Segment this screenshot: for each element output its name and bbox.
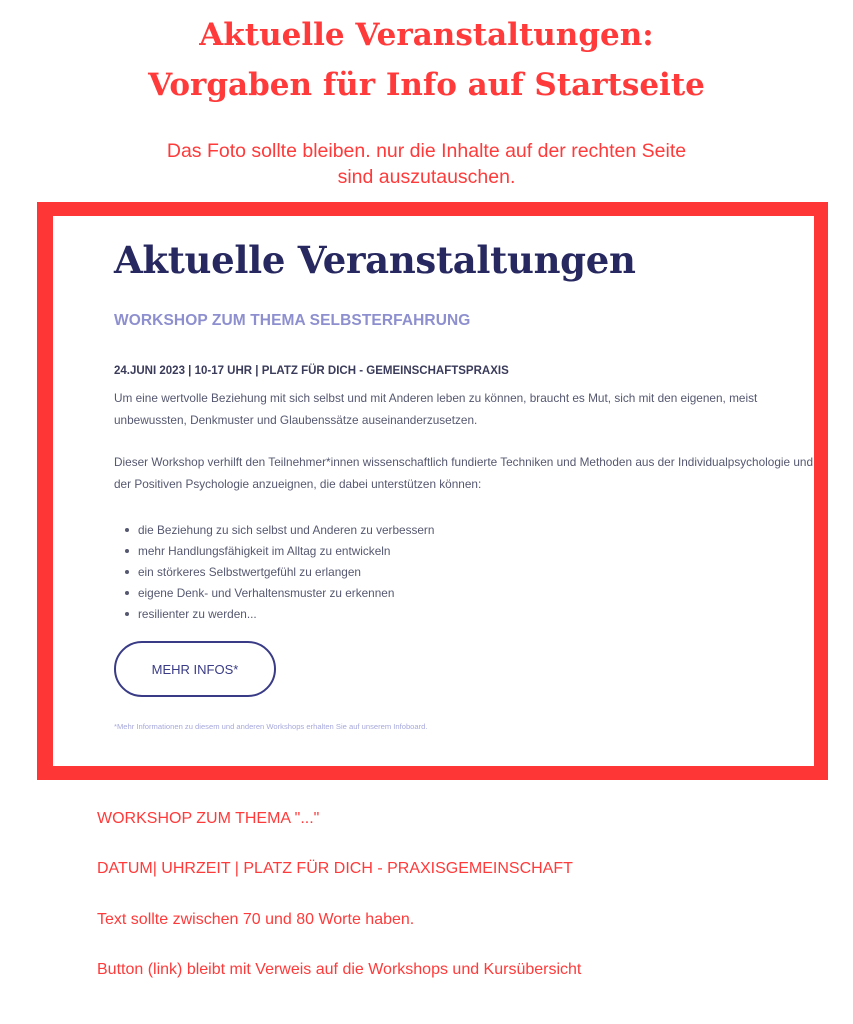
- benefits-list: [114, 520, 434, 625]
- requirement-word-count: Text sollte zwischen 70 und 80 Worte haben.: [97, 911, 415, 928]
- intro-paragraph: Um eine wertvolle Beziehung mit sich selbst und mit Anderen leben zu können, braucht es Mut, sich mit den eigenen, meist unbewussten, Denkmuster und Glaubenssätze auseinanderzusetzen.: [114, 391, 758, 427]
- events-heading: Aktuelle Veranstaltungen: [114, 238, 636, 282]
- requirement-date-format: DATUM| UHRZEIT | PLATZ FÜR DICH - PRAXISGEMEINSCHAFT: [97, 860, 573, 877]
- list-item: [138, 562, 434, 583]
- workshop-subtitle: WORKSHOP ZUM THEMA SELBSTERFAHRUNG: [114, 312, 471, 329]
- list-item-text: mehr Handlungsfähigkeit im Alltag zu entwickeln: [138, 544, 391, 558]
- header-note-line2: sind auszutauschen.: [337, 166, 516, 188]
- bullet-icon: [125, 528, 129, 532]
- header-note-line1: Das Foto sollte bleiben. nur die Inhalte auf der rechten Seite: [166, 140, 687, 162]
- bullet-icon: [125, 591, 129, 595]
- bullet-icon: [125, 612, 129, 616]
- list-item-text: resilienter zu werden...: [138, 607, 257, 621]
- event-preview-frame: [37, 202, 828, 780]
- list-item: [138, 541, 434, 562]
- event-date-line: 24.JUNI 2023 | 10-17 UHR | PLATZ FÜR DICH - GEMEINSCHAFTSPRAXIS: [114, 365, 509, 377]
- list-item: [138, 583, 434, 604]
- requirement-subtitle-format: WORKSHOP ZUM THEMA "...": [97, 810, 320, 827]
- footnote: *Mehr Informationen zu diesem und anderen Workshops erhalten Sie auf unserem Infoboard.: [114, 722, 428, 731]
- list-item-text: ein störkeres Selbstwertgefühl zu erlangen: [138, 565, 361, 579]
- description-paragraph: Dieser Workshop verhilft den Teilnehmer*innen wissenschaftlich fundierte Techniken und Methoden aus der Individualpsychologie und der Positiven Psychologie anzueignen, die dabei unterstützen können:: [114, 455, 814, 491]
- list-item: [138, 604, 434, 625]
- header-note: [0, 138, 853, 190]
- more-info-button[interactable]: MEHR INFOS*: [114, 641, 276, 697]
- requirement-button-link: Button (link) bleibt mit Verweis auf die Workshops und Kursübersicht: [97, 961, 582, 978]
- list-item-text: die Beziehung zu sich selbst und Anderen zu verbessern: [138, 523, 435, 537]
- page-title-line2: Vorgaben für Info auf Startseite: [148, 67, 705, 103]
- list-item-text: eigene Denk- und Verhaltensmuster zu erkennen: [138, 586, 395, 600]
- page-title: [0, 10, 853, 110]
- bullet-icon: [125, 549, 129, 553]
- list-item: [138, 520, 434, 541]
- page-title-line1: Aktuelle Veranstaltungen:: [199, 17, 654, 53]
- bullet-icon: [125, 570, 129, 574]
